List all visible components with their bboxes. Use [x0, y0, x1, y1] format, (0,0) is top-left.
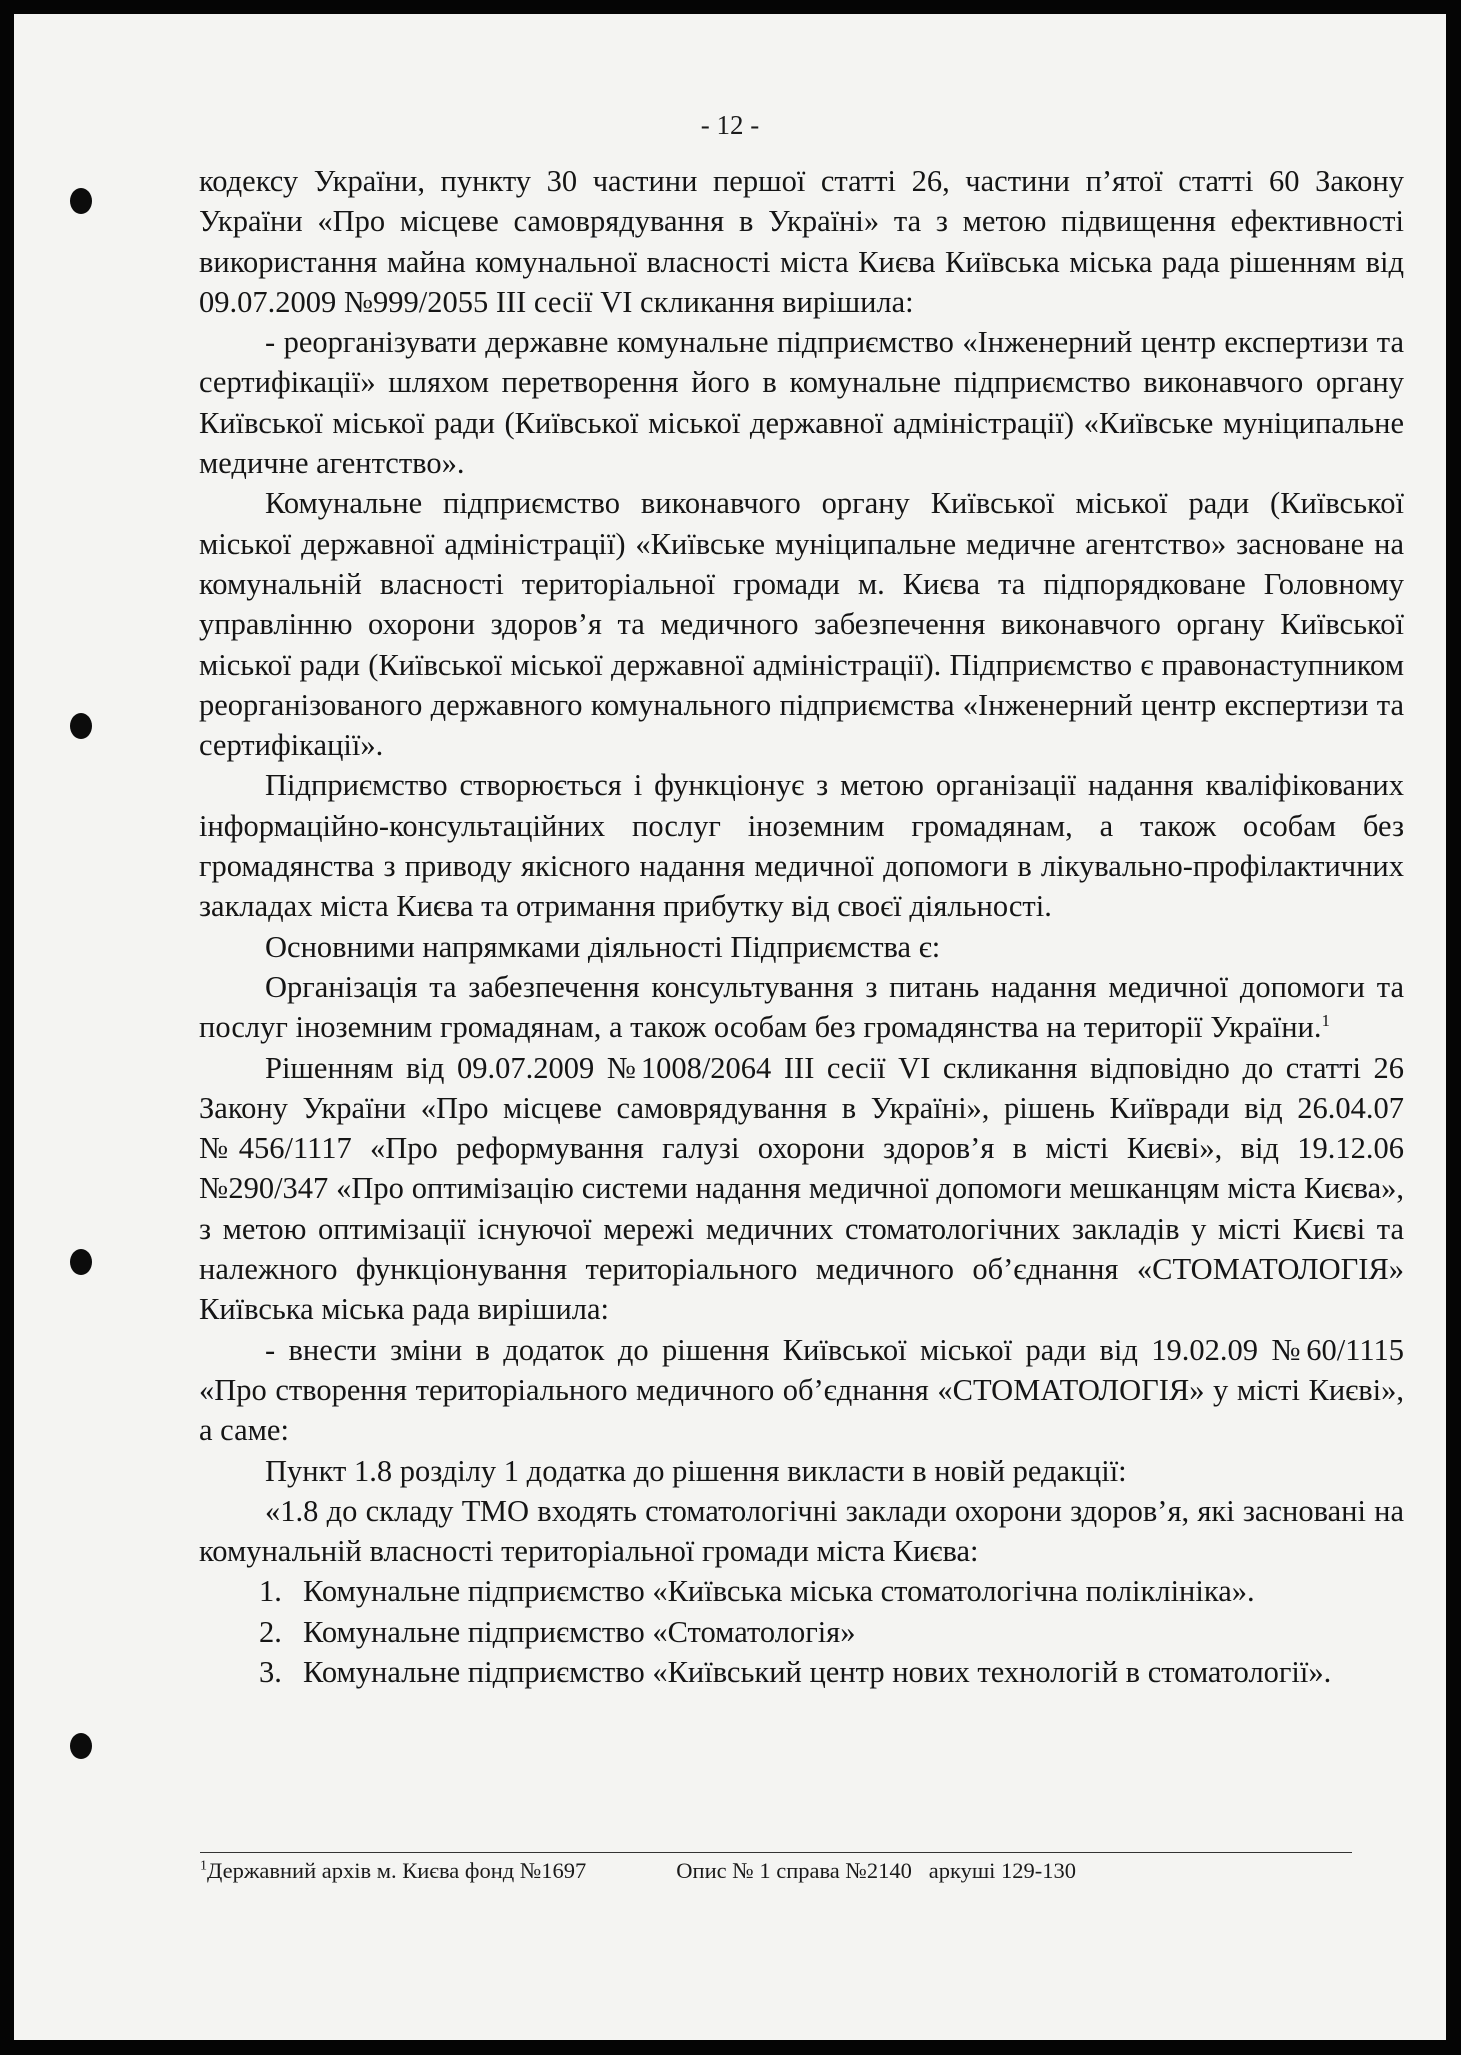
paragraph-with-footnote [199, 967, 1404, 1048]
paragraph: Комунальне підприємство виконавчого органу Київської міської ради (Київської міської державної адміністрації) «Київське муніципальне медичне агентство» засноване на комунальній власності територіальної громади м. Києва та підпорядковане Головному управлінню охорони здоров’я та медичного забезпечення виконавчого органу Київської міської ради (Київської міської державної адміністрації). Підприємство є правонаступником реорганізованого державного комунального підприємства «Інженерний центр експертизи та сертифікації». [199, 486, 1404, 763]
list-item [259, 1612, 1404, 1652]
clinic-list [199, 1571, 1404, 1692]
page-number: - 12 - [700, 110, 760, 140]
footnote [200, 1858, 1076, 1884]
paragraph: Підприємство створюється і функціонує з метою організації надання кваліфікованих інформаційно-консультаційних послуг іноземним громадянам, а також особам без громадянства з приводу якісного надання медичної допомоги в лікувально-профілактичних закладах міста Києва та отримання прибутку від своєї діяльності. [199, 768, 1404, 924]
paragraph: Рішенням від 09.07.2009 №1008/2064 ІІІ сесії VI скликання відповідно до статті 26 Закону України «Про місцеве самоврядування в Україні», рішень Київради від 26.04.07 №456/1117 «Про реформування галузі охорони здоров’я в місті Києві», від 19.12.06 №290/347 «Про оптимізацію системи надання медичної допомоги мешканцям міста Києва», з метою оптимізації існуючої мережі медичних стоматологічних закладів у місті Києві та належного функціонування територіального медичного об’єднання «СТОМАТОЛОГІЯ» Київська міська рада вирішила: [199, 1050, 1404, 1327]
paragraph: - внести зміни в додаток до рішення Київської міської ради від 19.02.09 №60/1115 «Про створення територіального медичного об’єднання «СТОМАТОЛОГІЯ» у місті Києві», а саме: [199, 1332, 1404, 1448]
list-item-number: 2. [259, 1614, 282, 1649]
footnote-marker: 1 [200, 1858, 207, 1874]
list-item-number: 3. [259, 1654, 282, 1689]
punch-hole [70, 713, 92, 739]
document-body [199, 161, 1404, 1692]
footnote-divider [200, 1852, 1352, 1853]
punch-hole [70, 188, 92, 214]
list-item [259, 1571, 1404, 1611]
paragraph: - реорганізувати державне комунальне підприємство «Інженерний центр експертизи та сертифікації» шляхом перетворення його в комунальне підприємство виконавчого органу Київської міської ради (Київської міської державної адміністрації) «Київське муніципальне медичне агентство». [199, 325, 1404, 481]
paragraph: «1.8 до складу ТМО входять стоматологічні заклади охорони здоров’я, які засновані на комунальній власності територіальної громади міста Києва: [199, 1493, 1404, 1569]
list-item-text: Комунальне підприємство «Київська міська стоматологічна поліклініка». [303, 1574, 1255, 1609]
list-item-number: 1. [259, 1574, 282, 1609]
paragraph: Пункт 1.8 розділу 1 додатка до рішення викласти в новій редакції: [265, 1453, 1127, 1488]
punch-hole [70, 1733, 92, 1759]
footnote-reference: 1 [1321, 1011, 1330, 1031]
paragraph-text: Організація та забезпечення консультування з питань надання медичної допомоги та послуг іноземним громадянам, а також особам без громадянства на території України. [199, 969, 1404, 1045]
paragraph: Основними напрямками діяльності Підприємства є: [265, 929, 941, 964]
list-item [259, 1652, 1404, 1692]
punch-hole [70, 1249, 92, 1275]
paragraph: кодексу України, пункту 30 частини першої статті 26, частини п’ятої статті 60 Закону України «Про місцеве самоврядування в Україні» та з метою підвищення ефективності використання майна комунальної власності міста Києва Київська міська рада рішенням від 09.07.2009 №999/2055 ІІІ сесії VI скликання вирішила: [199, 164, 1404, 319]
footnote-archive: Державний архів м. Києва фонд №1697 [207, 1858, 587, 1883]
document-page [14, 14, 1446, 2040]
list-item-text: Комунальне підприємство «Київський центр нових технологій в стоматології». [303, 1654, 1332, 1689]
footnote-reference-text: Опис № 1 справа №2140 аркуші 129-130 [676, 1858, 1077, 1883]
list-item-text: Комунальне підприємство «Стоматологія» [303, 1614, 856, 1649]
